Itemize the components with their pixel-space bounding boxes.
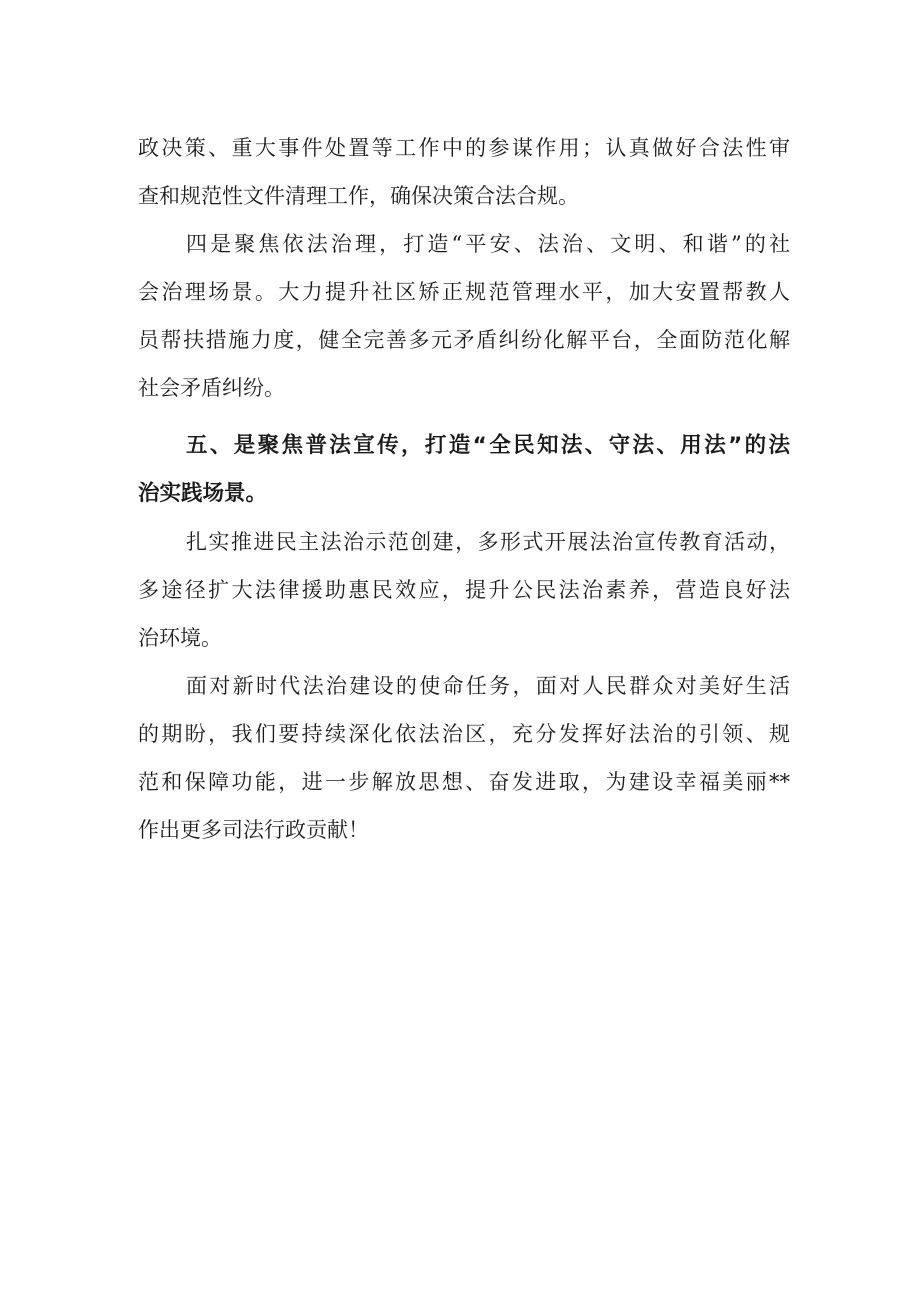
text-line: 作出更多司法行政贡献！ bbox=[138, 818, 369, 842]
text-line: 社会矛盾纠纷。 bbox=[138, 376, 285, 400]
text-line: 查和规范性文件清理工作，确保决策合法合规。 bbox=[138, 184, 579, 208]
heading-line: 治实践场景。 bbox=[138, 481, 268, 506]
section-heading bbox=[138, 422, 790, 518]
document-body bbox=[138, 124, 790, 854]
text-line: 员帮扶措施力度，健全完善多元矛盾纠纷化解平台，全面防范化解 bbox=[138, 328, 790, 352]
paragraph-legal-governance bbox=[138, 220, 790, 412]
heading-line: 五、是聚焦普法宣传，打造“全民知法、守法、用法”的法 bbox=[186, 433, 790, 458]
text-line: 政决策、重大事件处置等工作中的参谋作用；认真做好合法性审 bbox=[138, 136, 790, 160]
spacer bbox=[138, 412, 790, 422]
text-line: 四是聚焦依法治理，打造“平安、法治、文明、和谐”的社 bbox=[186, 232, 790, 256]
paragraph-continuation bbox=[138, 124, 790, 220]
text-line: 扎实推进民主法治示范创建，多形式开展法治宣传教育活动， bbox=[186, 530, 790, 554]
text-line: 多途径扩大法律援助惠民效应，提升公民法治素养，营造良好法 bbox=[138, 578, 790, 602]
text-line: 治环境。 bbox=[138, 626, 222, 650]
paragraph-legal-publicity bbox=[138, 518, 790, 662]
text-line: 范和保障功能，进一步解放思想、奋发进取，为建设幸福美丽** bbox=[138, 770, 790, 794]
text-line: 的期盼，我们要持续深化依法治区，充分发挥好法治的引领、规 bbox=[138, 722, 790, 746]
paragraph-conclusion bbox=[138, 662, 790, 854]
text-line: 会治理场景。大力提升社区矫正规范管理水平，加大安置帮教人 bbox=[138, 280, 790, 304]
text-line: 面对新时代法治建设的使命任务，面对人民群众对美好生活 bbox=[186, 674, 790, 698]
